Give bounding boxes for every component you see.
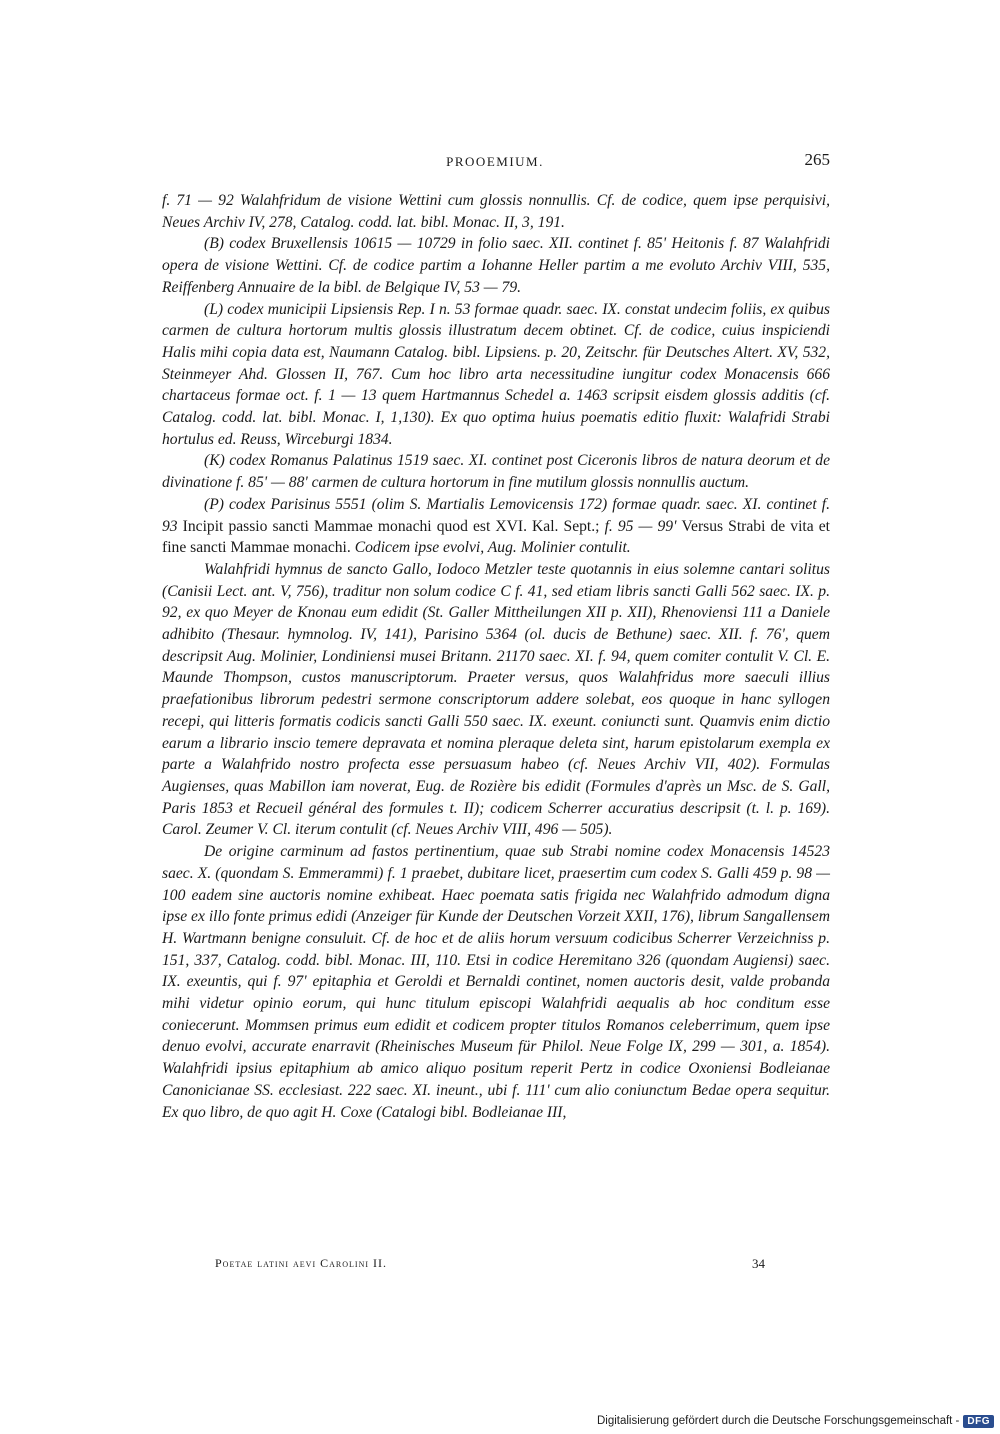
dfg-logo: DFG — [963, 1415, 994, 1428]
digitization-banner — [597, 1412, 994, 1430]
paragraph — [162, 190, 830, 233]
paragraph-text: Codicem ipse evolvi, Aug. Molinier contulit. — [350, 539, 631, 557]
paragraph-text: (K) codex Romanus Palatinus 1519 saec. XI. continet post Ciceronis libros de natura deorum et de divinatione f. 85' — 88' carmen de cultura hortorum in fine mutilum glossis nonnullis auctum. — [162, 452, 830, 492]
quoted-text: Incipit passio sancti Mammae monachi quod est XVI. Kal. Sept.; — [182, 517, 600, 535]
paragraph-text: f. 95 — 99' — [599, 517, 682, 535]
paragraph — [162, 233, 830, 298]
body-text — [162, 190, 830, 1123]
banner-text: Digitalisierung gefördert durch die Deutsche Forschungsgemeinschaft - — [596, 1415, 960, 1427]
running-head — [160, 150, 830, 180]
paragraph — [162, 841, 830, 1123]
paragraph-text: De origine carminum ad fastos pertinentium, quae sub Strabi nomine codex Monacensis 14523 saec. X. (quondam S. Emmerammi) f. 1 praebet, dubitare licet, praesertim cum codex S. Galli 459 p. 98 — 100 eadem sine auctoris nomine exhibeat. Haec poemata satis frigida nec Walahfrido admodum digna ipse ex illo fonte primus edidi (Anzeiger für Kunde der Deutschen Vorzeit XXII, 176), librum Sangallensem H. Wartmann benigne consuluit. Cf. de hoc et de aliis horum versuum codicibus Scherrer Verzeichniss p. 151, 337, Catalog. codd. bibl. Monac. III, 110. Etsi in codice Heremitano 326 (quondam Augiensi) saec. IX. exeuntis, qui f. 97' epitaphia et Geroldi et Bernaldi continet, nomen auctoris desit, valde probanda mihi videtur opinio eorum, qui hunc titulum episcopi Walahfridi aequalis ab hoc conditum esse coniecerunt. Mommsen primus eum edidit et codicem propter titulos Romanos celeberrimum, quem ipse denuo evolvi, accurate enarravit (Rheinisches Museum für Philol. Neue Folge IX, 299 — 301, a. 1854). Walahfridi ipsius epitaphium ab amico aliquo positum reperit Pertz in codice Oxoniensi Bodleianae Canonicianae SS. ecclesiast. 222 saec. XI. ineunt., ubi f. 111' cum alio coniunctum Bedae opera sequitur. Ex quo libro, de quo agit H. Coxe (Catalogi bibl. Bodleianae III, — [162, 843, 830, 1121]
paragraph — [162, 559, 830, 841]
paragraph — [162, 299, 830, 451]
paragraph — [162, 494, 830, 559]
paragraph-text: (P) codex Parisinus 5551 (olim S. Martialis Lemovicensis 172) formae quadr. saec. XI. continet f. 93 — [162, 495, 830, 535]
footer-volume-title: Poetae latini aevi Carolini II. — [215, 1256, 388, 1270]
paragraph-text: (B) codex Bruxellensis 10615 — 10729 in folio saec. XII. continet f. 85' Heitonis f. 87 Walahfridi opera de visione Wettini. Cf. de codice partim a Iohanne Heller partim a me evoluto Archiv VIII, 535, Reiffenberg Annuaire de la bibl. de Belgique IV, 53 — 79. — [162, 235, 830, 296]
paragraph-text: (L) codex municipii Lipsiensis Rep. I n. 53 formae quadr. saec. IX. constat undecim foliis, ex quibus carmen de cultura hortorum multis glossis illustratum decem obtinet. Cf. de codice, cuius inspiciendi Halis mihi copia data est, Naumann Catalog. bibl. Lipsiens. p. 20, Zeitschr. für Deutsches Altert. XV, 532, Steinmeyer Ahd. Glossen II, 767. Cum hoc libro arta necessitudine iungitur codex Monacensis 666 chartaceus formae oct. f. 1 — 13 quem Hartmannus Schedel a. 1463 scripsit eisdem glossis additis (cf. Catalog. codd. lat. bibl. Monac. I, 1,130). Ex quo optima huius poematis editio fluxit: Walafridi Strabi hortulus ed. Reuss, Wirceburgi 1834. — [162, 300, 830, 448]
paragraph-text: f. 71 — 92 Walahfridum de visione Wettini cum glossis nonnullis. Cf. de codice, quem ipse perquisivi, Neues Archiv IV, 278, Catalog. codd. lat. bibl. Monac. II, 3, 191. — [162, 192, 830, 231]
footer-signature: 34 — [752, 1256, 765, 1271]
page-number: 265 — [804, 150, 830, 169]
running-title: PROOEMIUM. — [446, 154, 544, 169]
quoted-text: Versus Strabi de vita et fine sancti Mammae monachi. — [162, 517, 830, 557]
page-footer — [215, 1256, 775, 1276]
paragraph-text: Walahfridi hymnus de sancto Gallo, Iodoco Metzler teste quotannis in eius solemne cantari solitus (Canisii Lect. ant. V, 756), traditur non solum codice C f. 41, sed etiam libris sancti Galli 562 saec. IX. p. 92, ex quo Meyer de Knonau eum edidit (St. Galler Mittheilungen XII p. XII), Rhenoviensi 111 a Daniele adhibito (Thesaur. hymnolog. IV, 141), Parisino 5364 (ol. ducis de Bethune) saec. XII. f. 76', quem descripsit Aug. Molinier, Londiniensi musei Britann. 21170 saec. XI. f. 94, quem comiter contulit V. Cl. E. Maunde Thompson, custos manuscriptorum. Praeter versus, quos Walahfridus more saeculi illius praefationibus librorum pedestri sermone conscriptorum addere solebat, eos quoque in hanc syllogen recepi, qui litteris formatis codicis sancti Galli 550 saec. IX. exeunt. coniuncti sunt. Quamvis enim dictio earum a librario inscio temere depravata et nomina pleraque deleta sint, harum epistolarum exempla ex parte a Walahfrido nostro profecta esse persuasum habeo (cf. Neues Archiv VII, 402). Formulas Augienses, quas Mabillon iam noverat, Eug. de Rozière bis edidit (Formules d'après un Msc. de S. Gall, Paris 1853 et Recueil général des formules t. II); codicem Scherrer accuratius descripsit (t. l. p. 169). Carol. Zeumer V. Cl. iterum contulit (cf. Neues Archiv VIII, 496 — 505). — [162, 560, 830, 839]
paragraph — [162, 450, 830, 493]
